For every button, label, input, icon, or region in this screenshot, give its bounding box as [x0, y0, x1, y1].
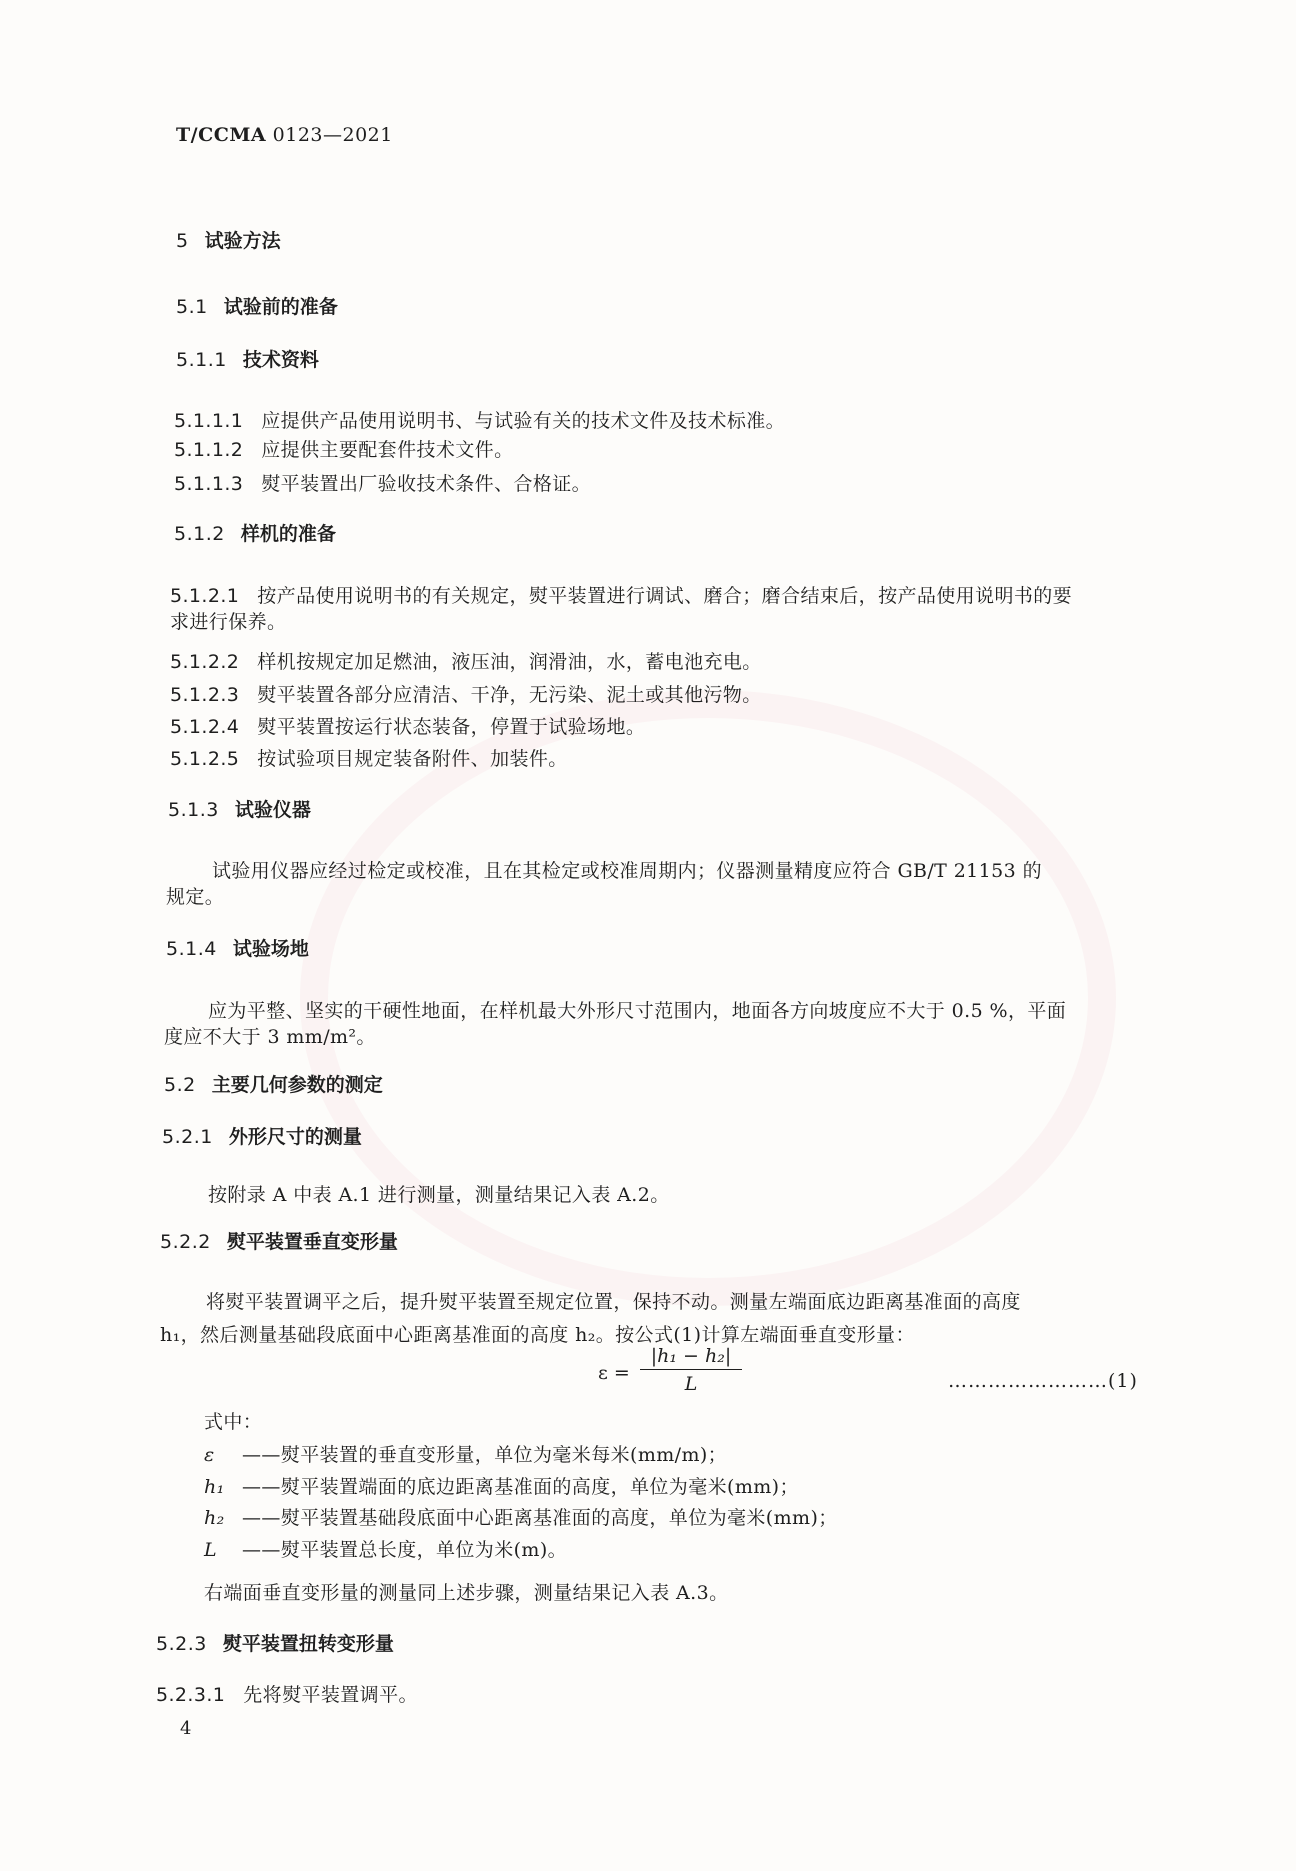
heading-5: 5 试验方法 [176, 230, 281, 252]
heading-5-1-2: 5.1.2 样机的准备 [174, 523, 336, 545]
clause-5-2-3-1: 5.2.3.1 先将熨平装置调平。 [156, 1684, 418, 1706]
heading-5-1-1: 5.1.1 技术资料 [176, 349, 319, 371]
clause-5-1-2-5: 5.1.2.5 按试验项目规定装备附件、加装件。 [170, 748, 568, 770]
page-number: 4 [180, 1718, 192, 1739]
paragraph-5-2-2-line1: 将熨平装置调平之后，提升熨平装置至规定位置，保持不动。测量左端面底边距离基准面的高度 [206, 1291, 1021, 1313]
heading-5-1-4: 5.1.4 试验场地 [166, 938, 309, 960]
document-header [176, 124, 393, 146]
clause-5-1-2-1: 5.1.2.1 按产品使用说明书的有关规定，熨平装置进行调试、磨合；磨合结束后，按产品使用说明书的要 [170, 585, 1073, 607]
where-label: 式中： [204, 1411, 263, 1433]
equation-number: ……………………(1) [948, 1370, 1138, 1392]
clause-5-1-1-3: 5.1.1.3 熨平装置出厂验收技术条件、合格证。 [174, 473, 592, 495]
where-item-h1: h₁ ——熨平装置端面的底边距离基准面的高度，单位为毫米(mm)； [204, 1476, 799, 1498]
heading-5-2-1: 5.2.1 外形尺寸的测量 [162, 1126, 362, 1148]
paragraph-5-2-1: 按附录 A 中表 A.1 进行测量，测量结果记入表 A.2。 [208, 1184, 670, 1206]
where-item-epsilon: ε ——熨平装置的垂直变形量，单位为毫米每米(mm/m)； [204, 1444, 728, 1466]
standard-code: T/CCMA [176, 124, 267, 146]
heading-5-1-3: 5.1.3 试验仪器 [168, 799, 311, 821]
heading-5-2-3: 5.2.3 熨平装置扭转变形量 [156, 1633, 394, 1655]
formula-numerator: |h₁ − h₂| [640, 1345, 742, 1370]
where-item-h2: h₂ ——熨平装置基础段底面中心距离基准面的高度，单位为毫米(mm)； [204, 1507, 838, 1529]
clause-5-1-2-3: 5.1.2.3 熨平装置各部分应清洁、干净，无污染、泥土或其他污物。 [170, 684, 762, 706]
formula-denominator: L [684, 1373, 698, 1395]
paragraph-5-1-4-line1: 应为平整、坚实的干硬性地面，在样机最大外形尺寸范围内，地面各方向坡度应不大于 0.5 %，平面 [208, 1000, 1067, 1022]
where-after-text: 右端面垂直变形量的测量同上述步骤，测量结果记入表 A.3。 [204, 1582, 729, 1604]
paragraph-5-1-4-line2: 度应不大于 3 mm/m²。 [164, 1026, 376, 1048]
paragraph-5-2-2-line2: h₁，然后测量基础段底面中心距离基准面的高度 h₂。按公式(1)计算左端面垂直变形量： [160, 1324, 915, 1346]
formula-fraction [640, 1345, 742, 1395]
formula-lhs: ε = [598, 1362, 630, 1384]
clause-5-1-1-1: 5.1.1.1 应提供产品使用说明书、与试验有关的技术文件及技术标准。 [174, 410, 786, 432]
clause-5-1-2-4: 5.1.2.4 熨平装置按运行状态装备，停置于试验场地。 [170, 716, 646, 738]
heading-5-1: 5.1 试验前的准备 [176, 296, 338, 318]
clause-5-1-2-2: 5.1.2.2 样机按规定加足燃油，液压油，润滑油，水，蓄电池充电。 [170, 651, 762, 673]
heading-5-2: 5.2 主要几何参数的测定 [164, 1074, 383, 1096]
where-item-L: L ——熨平装置总长度，单位为米(m)。 [204, 1539, 568, 1561]
clause-5-1-2-1-cont: 求进行保养。 [170, 611, 287, 633]
clause-5-1-1-2: 5.1.1.2 应提供主要配套件技术文件。 [174, 439, 514, 461]
paragraph-5-1-3-line2: 规定。 [166, 886, 225, 908]
paragraph-5-1-3-line1: 试验用仪器应经过检定或校准，且在其检定或校准周期内；仪器测量精度应符合 GB/T 21153 的 [212, 860, 1042, 882]
heading-5-2-2: 5.2.2 熨平装置垂直变形量 [160, 1231, 398, 1253]
standard-number: 0123—2021 [272, 124, 393, 146]
